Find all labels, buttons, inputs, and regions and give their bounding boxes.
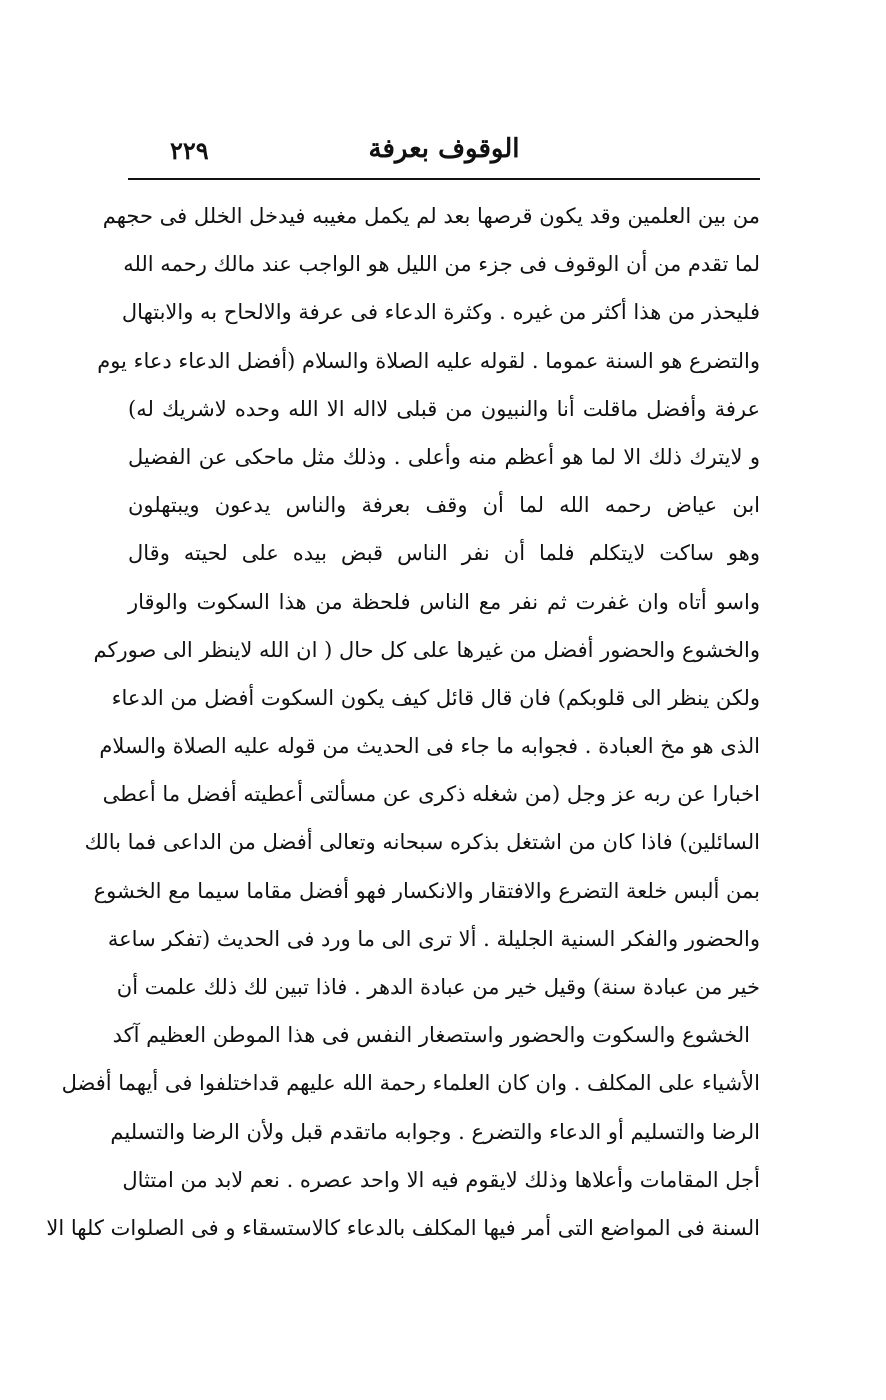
text-line: أجل المقامات وأعلاها وذلك لايقوم فيه الا واحد عصره . نعم لابد من امتثال	[122, 1167, 760, 1192]
text-line: والخشوع والحضور أفضل من غيرها على كل حال ( ان الله لاينظر الى صوركم	[93, 637, 760, 662]
text-line: بمن ألبس خلعة التضرع والافتقار والانكسار فهو أفضل مقاما سيما مع الخشوع	[93, 878, 760, 903]
body-text	[46, 192, 760, 1252]
text-line: اخبارا عن ربه عز وجل (من شغله ذكرى عن مسألتى أعطيته أفضل ما أعطى	[102, 782, 760, 807]
text-line: ابن عياض رحمه الله لما أن وقف بعرفة والناس يدعون ويبتهلون	[128, 493, 760, 518]
text-line: الأشياء على المكلف . وان كان العلماء رحمة الله عليهم قداختلفوا فى أيهما أفضل	[61, 1071, 760, 1096]
running-title: الوقوف بعرفة	[368, 134, 520, 164]
page-number: ٢٢٩	[170, 136, 209, 165]
text-line: وهو ساكت لايتكلم فلما أن نفر الناس قبض بيده على لحيته وقال	[128, 541, 760, 566]
text-line: ولكن ينظر الى قلوبكم) فان قال قائل كيف يكون السكوت أفضل من الدعاء	[111, 685, 760, 710]
text-line: والحضور والفكر السنية الجليلة . ألا ترى الى ما ورد فى الحديث (تفكر ساعة	[107, 926, 760, 951]
text-line: والتضرع هو السنة عموما . لقوله عليه الصلاة والسلام (أفضل الدعاء دعاء يوم	[97, 348, 760, 373]
text-line: من بين العلمين وقد يكون قرصها بعد لم يكمل مغيبه فيدخل الخلل فى حجهم	[102, 204, 760, 228]
text-line: الرضا والتسليم أو الدعاء والتضرع . وجوابه ماتقدم قبل ولأن الرضا والتسليم	[110, 1119, 760, 1144]
text-line: لما تقدم من أن الوقوف فى جزء من الليل هو الواجب عند مالك رحمه الله	[123, 252, 760, 277]
text-line: خير من عبادة سنة) وقيل خير من عبادة الدهر . فاذا تبين لك ذلك علمت أن	[116, 975, 760, 999]
text-line: الذى هو مخ العبادة . فجوابه ما جاء فى الحديث من قوله عليه الصلاة والسلام	[99, 734, 760, 759]
text-line: السائلين) فاذا كان من اشتغل بذكره سبحانه وتعالى أفضل من الداعى فما بالك	[84, 830, 760, 855]
text-line: واسو أتاه وان غفرت ثم نفر مع الناس فلحظة من هذا السكوت والوقار	[128, 589, 760, 614]
text-line: فليحذر من هذا أكثر من غيره . وكثرة الدعاء فى عرفة والالحاح به والابتهال	[121, 300, 760, 325]
page-header	[128, 128, 760, 172]
header-rule	[128, 178, 760, 180]
text-line: السنة فى المواضع التى أمر فيها المكلف بالدعاء كالاستسقاء و فى الصلوات كلها الا	[46, 1215, 760, 1240]
text-line: و لايترك ذلك الا لما هو أعظم منه وأعلى . وذلك مثل ماحكى عن الفضيل	[128, 444, 760, 469]
text-line: الخشوع والسكوت والحضور واستصغار النفس فى هذا الموطن العظيم آكد	[112, 1023, 750, 1048]
text-line: عرفة وأفضل ماقلت أنا والنبيون من قبلى لااله الا الله وحده لاشريك له)	[128, 396, 760, 421]
